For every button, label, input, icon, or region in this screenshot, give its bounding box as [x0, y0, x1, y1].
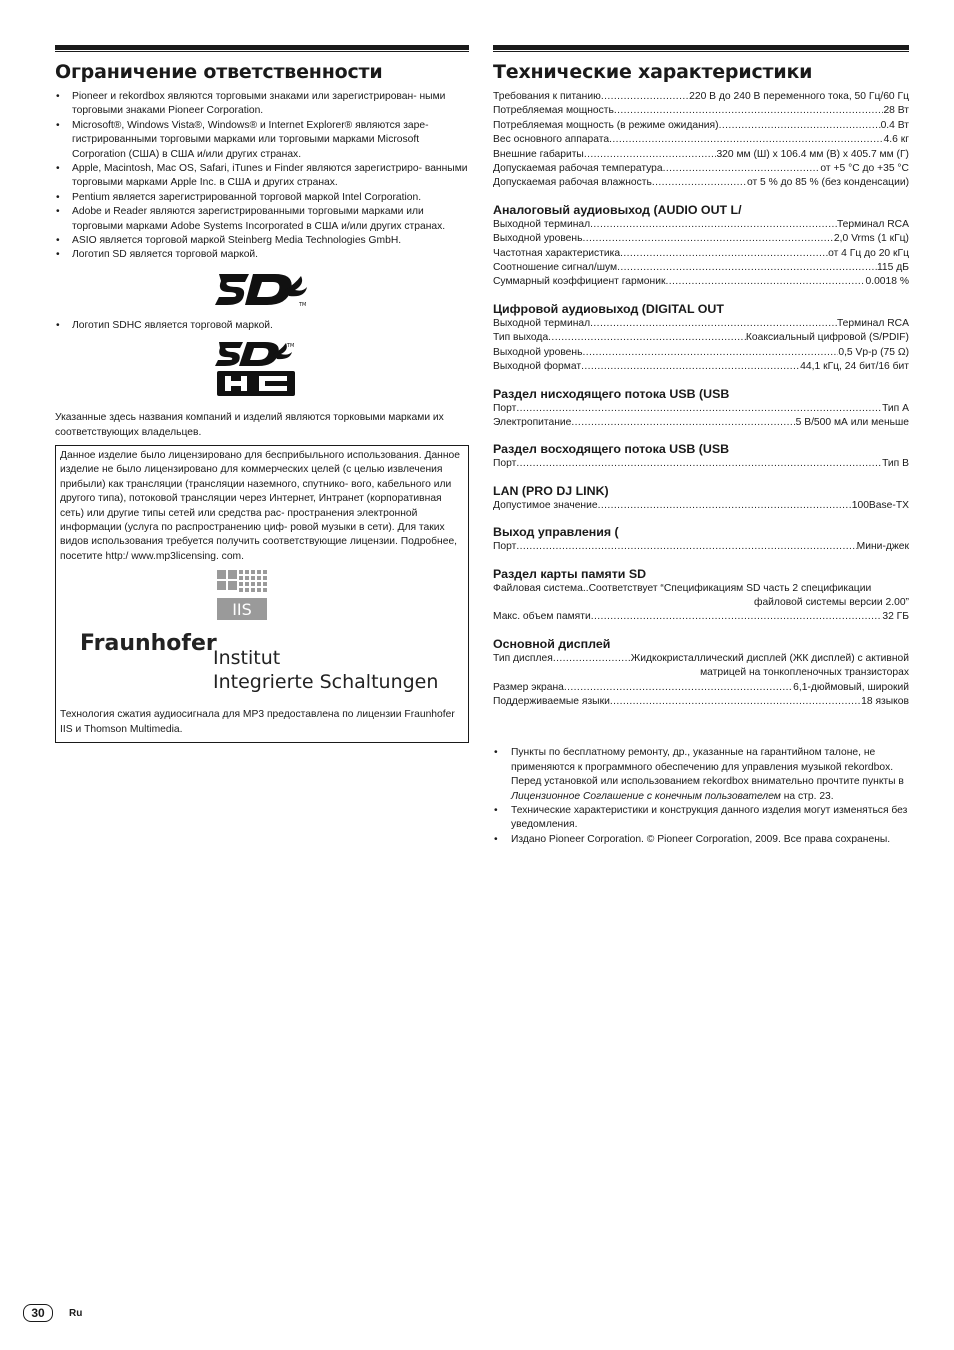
spec-row: Допускаемая рабочая температура ..... от +5 °C до +35 °C	[493, 162, 909, 176]
spec-row: Выходной терминал ..... Терминал RCA	[493, 218, 909, 232]
general-specs	[493, 90, 909, 191]
spec-row: Порт ..... Тип A	[493, 402, 909, 416]
spec-row: Допускаемая рабочая влажность ..... от 5 % до 85 % (без конденсации)	[493, 176, 909, 190]
fraunhofer-institute: Institut Integrierte Schaltungen	[213, 647, 439, 694]
note-item: • Издано Pioneer Corporation. © Pioneer Corporation, 2009. Все права сохранены.	[493, 833, 909, 847]
spec-heading-sd: Раздел карты памяти SD	[493, 566, 647, 581]
sd-logo	[215, 270, 469, 313]
spec-heading-usb-up: Раздел восходящего потока USB (USB	[493, 442, 730, 457]
trademark-item: • Логотип SDHC является торговой маркой.	[55, 319, 469, 333]
spec-heading-usb-down: Раздел нисходящего потока USB (USB	[493, 386, 730, 401]
owners-text: Указанные здесь названия компаний и изделий являются торковыми марками их соответствующих владельцев.	[55, 412, 444, 438]
spec-heading-control-out: Выход управления (	[493, 525, 619, 540]
trademark-item: • Adobe и Reader являются зарегистрированными торговыми марками или торговыми марками Adobe Systems Incorporated в США и/или других странах.	[55, 205, 469, 234]
sdhc-logo	[215, 340, 469, 403]
specs-title: Технические характеристики	[493, 61, 813, 83]
spec-row-filesystem: Файловая система .. Соответствует “Спецификациям SD часть 2 спецификации файловой системы версии 2.00”	[493, 582, 909, 608]
svg-text:TM: TM	[299, 301, 307, 308]
svg-text:TM: TM	[287, 342, 295, 349]
spec-heading-lan: LAN (PRO DJ LINK)	[493, 483, 609, 498]
fraunhofer-logo	[60, 570, 464, 706]
svg-text:IIS: IIS	[232, 600, 252, 620]
page-number: 30	[23, 1304, 53, 1322]
spec-row: Электропитание ..... 5 В/500 мА или меньше	[493, 416, 909, 430]
spec-row: Частотная характеристика ..... от 4 Гц до 20 кГц	[493, 247, 909, 261]
trademark-item: • Microsoft®, Windows Vista®, Windows® и Internet Explorer® являются заре- гистрированными торговыми марками или торговыми марками Microsoft Corporation (США) в США и/или других странах.	[55, 119, 469, 162]
spec-row: Внешние габариты ..... 320 мм (Ш) x 106.4 мм (В) x 405.7 мм (Г)	[493, 148, 909, 162]
spec-row: Макс. объем памяти ..... 32 ГБ	[493, 610, 909, 624]
spec-row-display-type: Тип дисплея ..... Жидкокристаллический дисплей (ЖК дисплей) с активной матрицей на тонкопленочных транзисторах	[493, 652, 909, 681]
mp3-license-text: Технология сжатия аудиосигнала для MP3 предоставлена по лицензии Fraunhofer IIS и Thomson Multimedia.	[60, 709, 455, 735]
note-item: • Пункты по бесплатному ремонту, др., указанные на гарантийном талоне, не применяются к программного обеспечению для управления музыкой rekordbox. Перед установкой или использованием rekordbox внимательно прочтите пункты в Лицензионное Соглашение с конечным пользователем на стр. 23.	[493, 746, 909, 804]
spec-row: Выходной терминал ..... Терминал RCA	[493, 317, 909, 331]
disclaimer-column	[55, 45, 469, 743]
spec-row: Допустимое значение ..... 100Base-TX	[493, 499, 909, 513]
trademark-item: • Логотип SD является торговой маркой.	[55, 248, 469, 262]
note-item: • Технические характеристики и конструкция данного изделия могут изменяться без уведомления.	[493, 804, 909, 833]
trademark-item: • Apple, Macintosh, Mac OS, Safari, iTunes и Finder являются зарегистриро- ванными торговыми марками Apple Inc. в США и других странах.	[55, 162, 469, 191]
spec-row: Размер экрана ..... 6,1-дюймовый, широкий	[493, 681, 909, 695]
spec-heading-display: Основной дисплей	[493, 636, 611, 651]
language-code: Ru	[69, 1308, 83, 1319]
spec-row: Выходной уровень ..... 0,5 Vp-p (75 Ω)	[493, 346, 909, 360]
trademark-item: • Pioneer и rekordbox являются торговыми знаками или зарегистрирован- ными торговыми знаками Pioneer Corporation.	[55, 90, 469, 119]
license-text: Данное изделие было лицензировано для бесприбыльного использования. Данное изделие не было лицензировано для коммерческих целей (с целью извлечения прибыли) как трансляции (трансляции наземного, спутнико- вого, кабельного или другого типа), потоковой трансляции через Интернет, Интранет (корпоративная сеть) или другие типы сетей или средства рас- пространения электронной информации (услуга по распространению циф- ровой музыки в сети). Для таких видов использования требуется получить соответствующие лицензии. Подробнее, посетите http:/ www.mp3licensing. com.	[60, 449, 461, 562]
spec-row: Порт ..... Мини-джек	[493, 540, 909, 554]
disclaimer-title: Ограничение ответственности	[55, 61, 383, 83]
spec-row: Суммарный коэффициент гармоник ..... 0.0018 %	[493, 275, 909, 289]
spec-heading-digital-out: Цифровой аудиовыход (DIGITAL OUT	[493, 301, 724, 316]
specs-column	[493, 45, 909, 847]
iis-logo-icon	[217, 570, 269, 622]
license-box	[55, 445, 469, 743]
fraunhofer-name: Fraunhofer	[80, 631, 217, 657]
sdhc-list	[55, 319, 469, 333]
spec-row: Вес основного аппарата ..... 4.6 кг	[493, 133, 909, 147]
notes	[493, 746, 909, 847]
spec-heading-analog-out: Аналоговый аудиовыход (AUDIO OUT L/	[493, 202, 742, 217]
trademark-item: • ASIO является торговой маркой Steinberg Media Technologies GmbH.	[55, 234, 469, 248]
spec-row: Потребляемая мощность ..... 28 Вт	[493, 104, 909, 118]
section-rule	[55, 45, 469, 52]
spec-row: Выходной уровень ..... 2,0 Vrms (1 кГц)	[493, 232, 909, 246]
spec-row: Потребляемая мощность (в режиме ожидания) ..... 0.4 Вт	[493, 119, 909, 133]
spec-row: Соотношение сигнал/шум ..... 115 дБ	[493, 261, 909, 275]
spec-row: Требования к питанию ..... 220 В до 240 В переменного тока, 50 Гц/60 Гц	[493, 90, 909, 104]
trademark-item: • Pentium является зарегистрированной торговой маркой Intel Corporation.	[55, 191, 469, 205]
spec-row: Порт ..... Тип B	[493, 457, 909, 471]
trademark-list	[55, 90, 469, 263]
spec-row: Поддерживаемые языки ..... 18 языков	[493, 695, 909, 709]
spec-row: Выходной формат ..... 44,1 кГц, 24 бит/16 бит	[493, 360, 909, 374]
section-rule	[493, 45, 909, 52]
spec-row: Тип выхода ..... Коаксиальный цифровой (S/PDIF)	[493, 331, 909, 345]
